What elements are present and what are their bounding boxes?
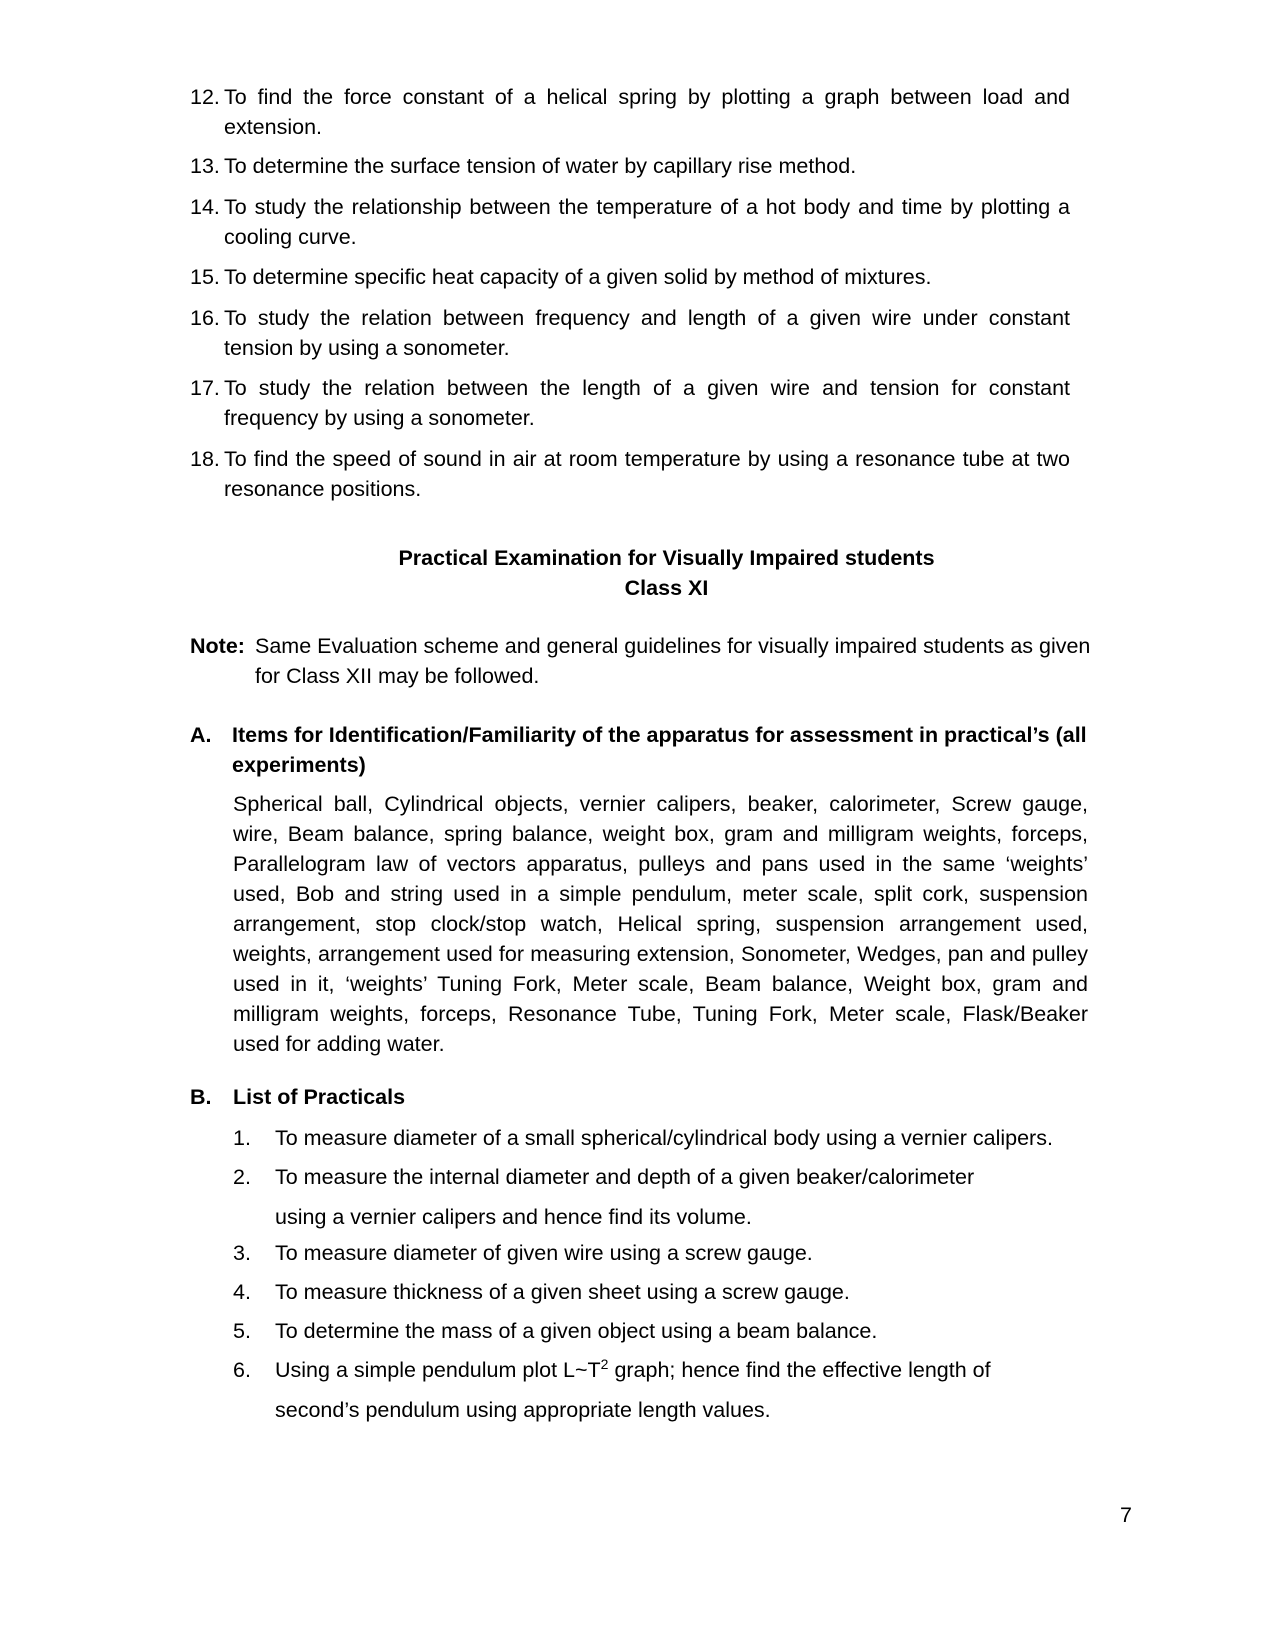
item-text: To measure the internal diameter and depth of a given beaker/calorimeter using a vernier calipers and hence find its volume. [275,1165,975,1229]
practical-item-6 [233,1350,1033,1430]
section-letter: B. [190,1085,212,1109]
item-number: 2. [233,1165,251,1189]
experiment-item-16 [190,303,1070,363]
item-text: To determine the mass of a given object using a beam balance. [275,1319,878,1343]
superscript-exponent: 2 [600,1356,609,1372]
experiment-item-17 [190,373,1070,433]
item-number: 6. [233,1358,251,1382]
item-number: 17. [190,376,220,400]
note-text: Same Evaluation scheme and general guidelines for visually impaired students as given for Class XII may be followed. [255,634,1091,688]
practical-item-3 [233,1233,1133,1273]
item-text: To determine specific heat capacity of a given solid by method of mixtures. [224,265,932,289]
experiment-item-18 [190,444,1070,504]
practical-item-1 [233,1118,1133,1158]
item-number: 5. [233,1319,251,1343]
section-letter: A. [190,723,212,747]
item-number: 4. [233,1280,251,1304]
item-text: To measure diameter of given wire using a screw gauge. [275,1241,813,1265]
item-number: 1. [233,1126,251,1150]
page-number: 7 [1120,1503,1132,1527]
item-number: 3. [233,1241,251,1265]
item-number: 15. [190,265,220,289]
experiment-item-14 [190,192,1070,252]
item-text: To measure diameter of a small spherical/cylindrical body using a vernier calipers. [275,1126,1053,1150]
practical-item-2 [233,1157,1013,1237]
section-b-heading [190,1082,405,1112]
item-text: To measure thickness of a given sheet using a screw gauge. [275,1280,850,1304]
item-text: To study the relationship between the temperature of a hot body and time by plotting a cooling curve. [224,195,1070,249]
experiment-item-12 [190,82,1070,142]
item-text [275,1350,1033,1430]
item-text: To find the speed of sound in air at room temperature by using a resonance tube at two resonance positions. [224,447,1070,501]
note-block [190,631,1110,691]
item-text: To determine the surface tension of water by capillary rise method. [224,154,857,178]
practical-item-4 [233,1272,1133,1312]
experiment-item-13 [190,151,1070,181]
item-text: To find the force constant of a helical spring by plotting a graph between load and extension. [224,85,1070,139]
item-text: To study the relation between frequency and length of a given wire under constant tension by using a sonometer. [224,306,1070,360]
item-number: 12. [190,85,220,109]
item-text-after: graph; hence find the effective length of second’s pendulum using appropriate length values. [275,1358,991,1422]
section-heading: Practical Examination for Visually Impaired students [398,546,935,570]
apparatus-list: Spherical ball, Cylindrical objects, vernier calipers, beaker, calorimeter, Screw gauge, wire, Beam balance, spring balance, weight box, gram and milligram weights, forceps, Parallelogram law of vectors apparatus, pulleys and pans used in the same ‘weights’ used, Bob and string used in a simple pendulum, meter scale, split cork, suspension arrangement, stop clock/stop watch, Helical spring, suspension arrangement used, weights, arrangement used for measuring extension, Sonometer, Wedges, pan and pulley used in it, ‘weights’ Tuning Fork, Meter scale, Beam balance, Weight box, gram and milligram weights, forceps, Resonance Tube, Tuning Fork, Meter scale, Flask/Beaker used for adding water. [233,792,1088,1056]
item-number: 14. [190,195,220,219]
experiment-item-15 [190,262,1070,292]
class-heading: Class XI [624,576,709,600]
item-text-before: Using a simple pendulum plot L~T [275,1358,601,1382]
section-a-heading [190,720,1090,780]
note-label: Note: [190,634,245,658]
item-number: 18. [190,447,220,471]
section-title: Items for Identification/Familiarity of the apparatus for assessment in practical’s (all experiments) [232,723,1087,777]
section-title: List of Practicals [233,1085,406,1109]
practical-item-5 [233,1311,1133,1351]
item-number: 13. [190,154,220,178]
item-number: 16. [190,306,220,330]
item-text: To study the relation between the length of a given wire and tension for constant frequency by using a sonometer. [224,376,1070,430]
